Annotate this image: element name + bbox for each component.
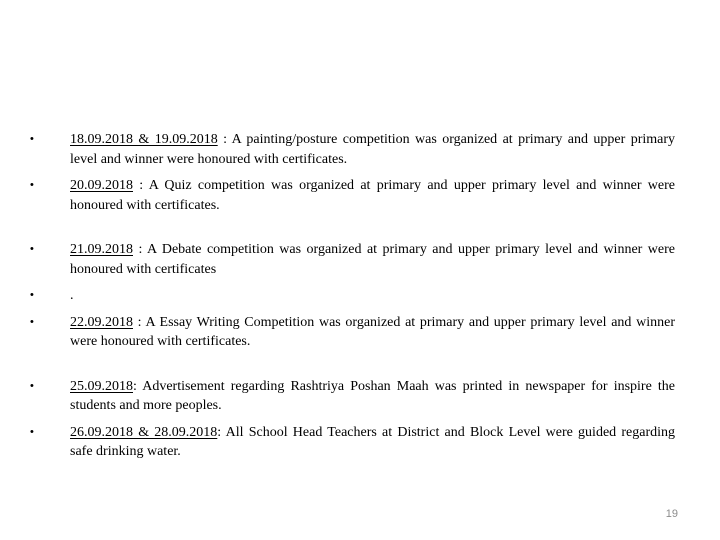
list-item [30,423,675,462]
bullet-list [30,130,675,462]
item-date: 25.09.2018 [70,378,133,394]
item-text: A Quiz competition was organized at primary and upper primary level and winner were honoured with certificates. [70,178,676,213]
item-date: 22.09.2018 [70,314,133,330]
list-item [30,377,675,416]
list-item [30,130,675,169]
item-text: Advertisement regarding Rashtriya Poshan Maah was printed in newspaper for inspire the students and more peoples. [70,378,675,413]
bullet-icon: • [30,289,34,301]
item-separator: : [133,242,148,257]
bullet-icon: • [30,179,34,191]
item-text: A Essay Writing Competition was organized at primary and upper primary level and winner were honoured with certificates. [70,314,675,349]
item-date: 18.09.2018 & 19.09.2018 [70,132,218,147]
list-item [30,176,675,215]
item-date: 20.09.2018 [70,178,133,193]
item-separator: : [217,132,232,147]
item-separator: : [217,424,226,440]
bullet-icon: • [30,133,34,145]
item-date: 21.09.2018 [70,242,133,257]
item-text: A Debate competition was organized at primary and upper primary level and winner were honoured with certificates [70,242,675,277]
list-item [30,313,675,352]
bullet-icon: • [30,315,34,328]
item-separator: : [133,378,143,394]
list-item [30,240,675,279]
item-date: 26.09.2018 & 28.09.2018 [70,424,218,440]
item-text: A painting/posture competition was organized at primary and upper primary level and winner were honoured with certificates. [70,132,676,167]
item-text: All School Head Teachers at District and Block Level were guided regarding safe drinking water. [70,424,676,459]
bullet-icon: • [30,379,34,392]
item-separator: : [133,314,146,330]
page-number: 19 [665,508,678,520]
item-text: . [70,288,74,303]
item-separator: : [133,178,149,193]
bullet-icon: • [30,425,34,438]
bullet-icon: • [30,243,34,255]
list-item [30,286,675,306]
